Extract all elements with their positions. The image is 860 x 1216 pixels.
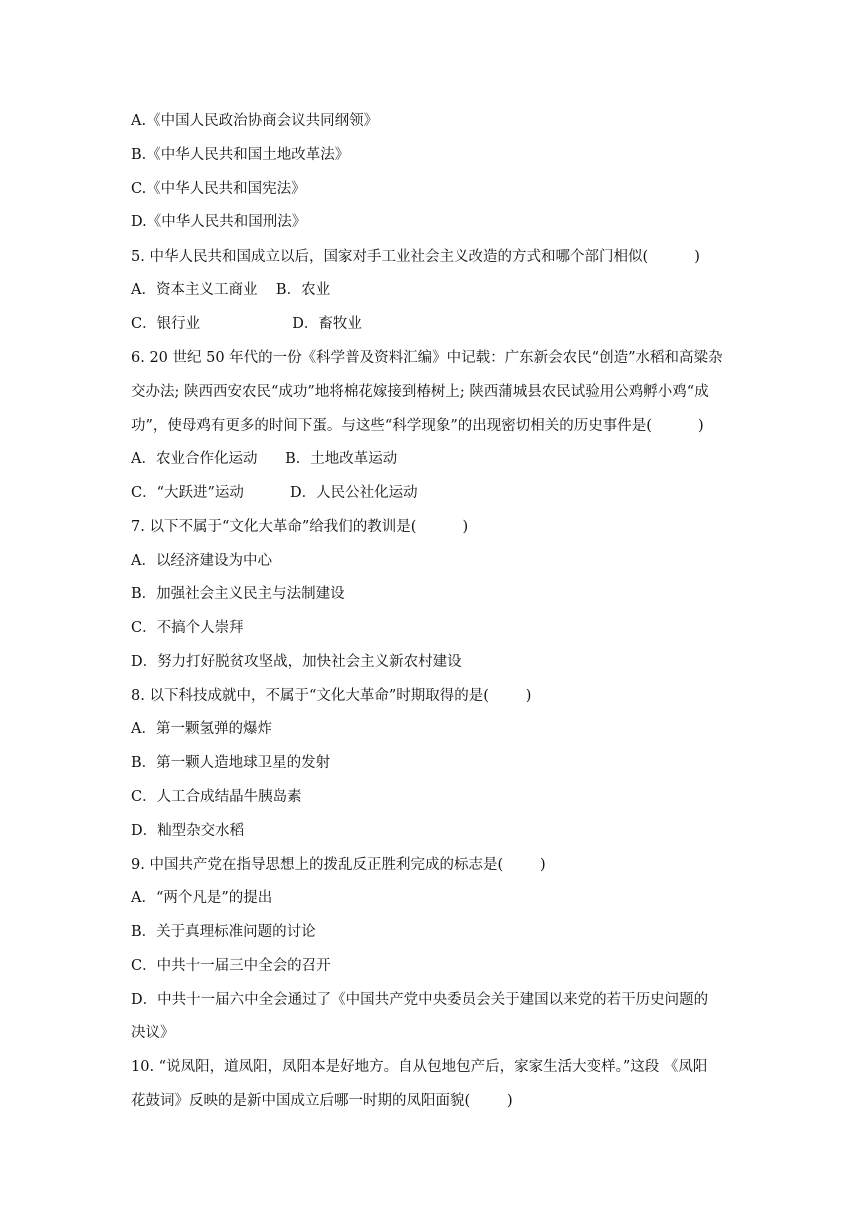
option-9b: B．关于真理标准问题的讨论 (131, 924, 316, 940)
question-7: 7. 以下不属于“文化大革命”给我们的教训是( ) (131, 519, 469, 535)
question-6-line-2: 交办法; 陕西西安农民“成功”地将棉花嫁接到椿树上; 陕西蒲城县农民试验用公鸡孵小鸡“成 (131, 384, 709, 400)
question-6-line-3: 功”，使母鸡有更多的时间下蛋。与这些“科学现象”的出现密切相关的历史事件是( ) (131, 418, 704, 434)
option-4d: D.《中华人民共和国刑法》 (131, 214, 307, 230)
option-8c: C．人工合成结晶牛胰岛素 (131, 789, 302, 805)
options-6-ab: A．农业合作化运动 B．土地改革运动 (131, 451, 398, 467)
question-9: 9. 中国共产党在指导思想上的拨乱反正胜利完成的标志是( ) (131, 857, 546, 873)
option-9c: C．中共十一届三中全会的召开 (131, 958, 331, 974)
options-6-cd: C．“大跃进”运动 D．人民公社化运动 (131, 485, 418, 501)
option-7b: B．加强社会主义民主与法制建设 (131, 586, 345, 602)
option-8d: D．籼型杂交水稻 (131, 823, 245, 839)
option-9d-line-1: D．中共十一届六中全会通过了《中国共产党中央委员会关于建国以来党的若干历史问题的 (131, 992, 709, 1008)
option-4b: B.《中华人民共和国土地改革法》 (131, 147, 350, 163)
option-9d-line-2: 决议》 (131, 1025, 175, 1041)
question-6-line-1: 6. 20 世纪 50 年代的一份《科学普及资料汇编》中记载：广东新会农民“创造”水稻和高粱杂 (131, 350, 723, 366)
question-5: 5. 中华人民共和国成立以后，国家对手工业社会主义改造的方式和哪个部门相似( ) (131, 249, 700, 265)
question-8: 8. 以下科技成就中，不属于“文化大革命”时期取得的是( ) (131, 688, 532, 704)
options-5-cd: C．银行业 D．畜牧业 (131, 316, 362, 332)
question-10-line-2: 花鼓词》反映的是新中国成立后哪一时期的凤阳面貌( ) (131, 1093, 513, 1109)
option-7d: D．努力打好脱贫攻坚战，加快社会主义新农村建设 (131, 654, 462, 670)
option-8a: A．第一颗氢弹的爆炸 (131, 721, 272, 737)
options-5-ab: A．资本主义工商业 B．农业 (131, 282, 331, 298)
option-4c: C.《中华人民共和国宪法》 (131, 181, 306, 197)
option-4a: A.《中国人民政治协商会议共同纲领》 (131, 113, 379, 129)
option-8b: B．第一颗人造地球卫星的发射 (131, 755, 331, 771)
option-7c: C．不搞个人崇拜 (131, 620, 244, 636)
option-9a: A．“两个凡是”的提出 (131, 890, 273, 906)
question-10-line-1: 10. “说凤阳，道凤阳，凤阳本是好地方。自从包地包产后，家家生活大变样。”这段 《凤阳 (131, 1059, 708, 1075)
option-7a: A．以经济建设为中心 (131, 553, 272, 569)
